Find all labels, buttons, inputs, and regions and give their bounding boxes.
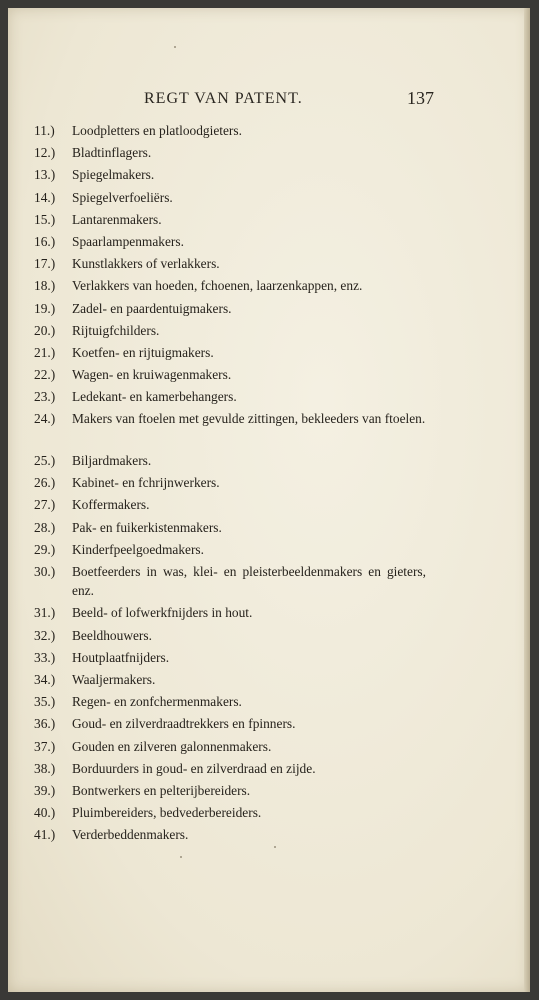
item-number: 14.): [34, 189, 56, 205]
item-text: Ledekant- en kamerbehangers.: [72, 389, 237, 405]
item-number: 17.): [34, 256, 56, 272]
item-text: Pluimbereiders, bedvederbereiders.: [72, 805, 262, 821]
item-number: 37.): [34, 738, 56, 754]
item-number: 38.): [34, 760, 56, 776]
list-item: [34, 188, 426, 210]
item-number: 39.): [34, 782, 56, 798]
item-number: 23.): [34, 389, 56, 405]
list-item: [34, 143, 426, 165]
item-number: 15.): [34, 211, 56, 227]
item-text: Verlakkers van hoeden, fchoenen, laarzenkappen, enz.: [72, 278, 363, 294]
item-number: 24.): [34, 411, 56, 427]
list-item: [34, 648, 426, 670]
list-item: [34, 321, 426, 343]
item-text: Bladtinflagers.: [72, 145, 152, 161]
item-number: 11.): [34, 123, 55, 138]
list-item: [34, 387, 426, 409]
item-number: 16.): [34, 233, 56, 249]
item-number: 35.): [34, 694, 56, 710]
list-item: [34, 343, 426, 365]
item-text: Verderbeddenmakers.: [72, 827, 189, 843]
list-item: [34, 714, 426, 736]
item-text: Kunstlakkers of verlakkers.: [72, 256, 220, 272]
item-text: Spiegelmakers.: [72, 167, 155, 183]
list-item: [34, 781, 426, 803]
item-text: Houtplaatfnijders.: [72, 649, 170, 665]
paper-speck: [180, 856, 182, 858]
item-text: Makers van ftoelen met gevulde zittingen, bekleeders van ftoelen.: [72, 411, 426, 427]
trade-list: [34, 121, 426, 847]
item-number: 12.): [34, 145, 56, 161]
item-number: 21.): [34, 344, 56, 360]
item-text: Lantarenmakers.: [72, 211, 162, 227]
list-item: [34, 232, 426, 254]
list-item: [34, 165, 426, 187]
item-text: Boetfeerders in was, klei- en pleisterbeeldenmakers en gieters, enz.: [72, 563, 426, 599]
item-number: 41.): [34, 827, 56, 843]
item-text: Pak- en fuikerkistenmakers.: [72, 519, 222, 535]
item-number: 31.): [34, 605, 56, 621]
list-item: [34, 737, 426, 759]
item-text: Wagen- en kruiwagenmakers.: [72, 367, 232, 383]
list-item: [34, 254, 426, 276]
item-number: 29.): [34, 541, 56, 557]
item-number: 20.): [34, 322, 56, 338]
item-number: 19.): [34, 300, 56, 316]
list-item: [34, 473, 426, 495]
list-item: [34, 276, 426, 298]
item-number: 25.): [34, 452, 56, 468]
page-edge: [524, 8, 530, 992]
item-text: Kabinet- en fchrijnwerkers.: [72, 475, 220, 491]
item-number: 22.): [34, 367, 56, 383]
item-text: Koffermakers.: [72, 497, 150, 513]
item-text: Biljardmakers.: [72, 452, 152, 468]
item-number: 27.): [34, 497, 56, 513]
list-item: [34, 603, 426, 625]
item-number: 36.): [34, 716, 56, 732]
list-item: [34, 495, 426, 517]
item-text: Regen- en zonfchermenmakers.: [72, 694, 242, 710]
item-text: Rijtuigfchilders.: [72, 322, 160, 338]
item-text: Beeld- of lofwerkfnijders in hout.: [72, 605, 253, 621]
item-text: Koetfen- en rijtuigmakers.: [72, 344, 214, 360]
running-title: REGT VAN PATENT.: [144, 90, 303, 107]
list-item: [34, 626, 426, 648]
item-text: Spaarlampenmakers.: [72, 233, 184, 249]
list-item: [34, 670, 426, 692]
item-number: 40.): [34, 805, 56, 821]
item-text: Waaljermakers.: [72, 671, 156, 687]
list-item: [34, 299, 426, 321]
list-item: [34, 540, 426, 562]
item-text: Spiegelverfoeliërs.: [72, 189, 173, 205]
list-item: [34, 451, 426, 473]
item-text: Kinderfpeelgoedmakers.: [72, 541, 204, 557]
list-item: [34, 121, 426, 143]
page-header: [144, 88, 434, 112]
item-number: 13.): [34, 167, 56, 183]
item-number: 34.): [34, 671, 56, 687]
page-number: 137: [407, 88, 434, 108]
item-text: Borduurders in goud- en zilverdraad en zijde.: [72, 760, 316, 776]
list-item: [34, 825, 426, 847]
list-item: [34, 210, 426, 232]
item-text: Loodpletters en platloodgieters.: [72, 123, 242, 138]
item-number: 28.): [34, 519, 56, 535]
list-item: [34, 365, 426, 387]
paper-speck: [174, 46, 176, 48]
item-number: 30.): [34, 563, 56, 579]
item-text: Bontwerkers en pelterijbereiders.: [72, 782, 251, 798]
list-item: [34, 803, 426, 825]
list-item: [34, 692, 426, 714]
list-item: [34, 562, 426, 604]
item-text: Zadel- en paardentuigmakers.: [72, 300, 232, 316]
item-number: 26.): [34, 475, 56, 491]
list-item: [34, 518, 426, 540]
item-text: Gouden en zilveren galonnenmakers.: [72, 738, 272, 754]
item-text: Beeldhouwers.: [72, 627, 152, 643]
item-text: Goud- en zilverdraadtrekkers en fpinners.: [72, 716, 296, 732]
item-number: 32.): [34, 627, 56, 643]
list-item: [34, 759, 426, 781]
item-number: 18.): [34, 278, 56, 294]
list-item: [34, 409, 426, 451]
book-page: [8, 8, 530, 992]
item-number: 33.): [34, 649, 56, 665]
